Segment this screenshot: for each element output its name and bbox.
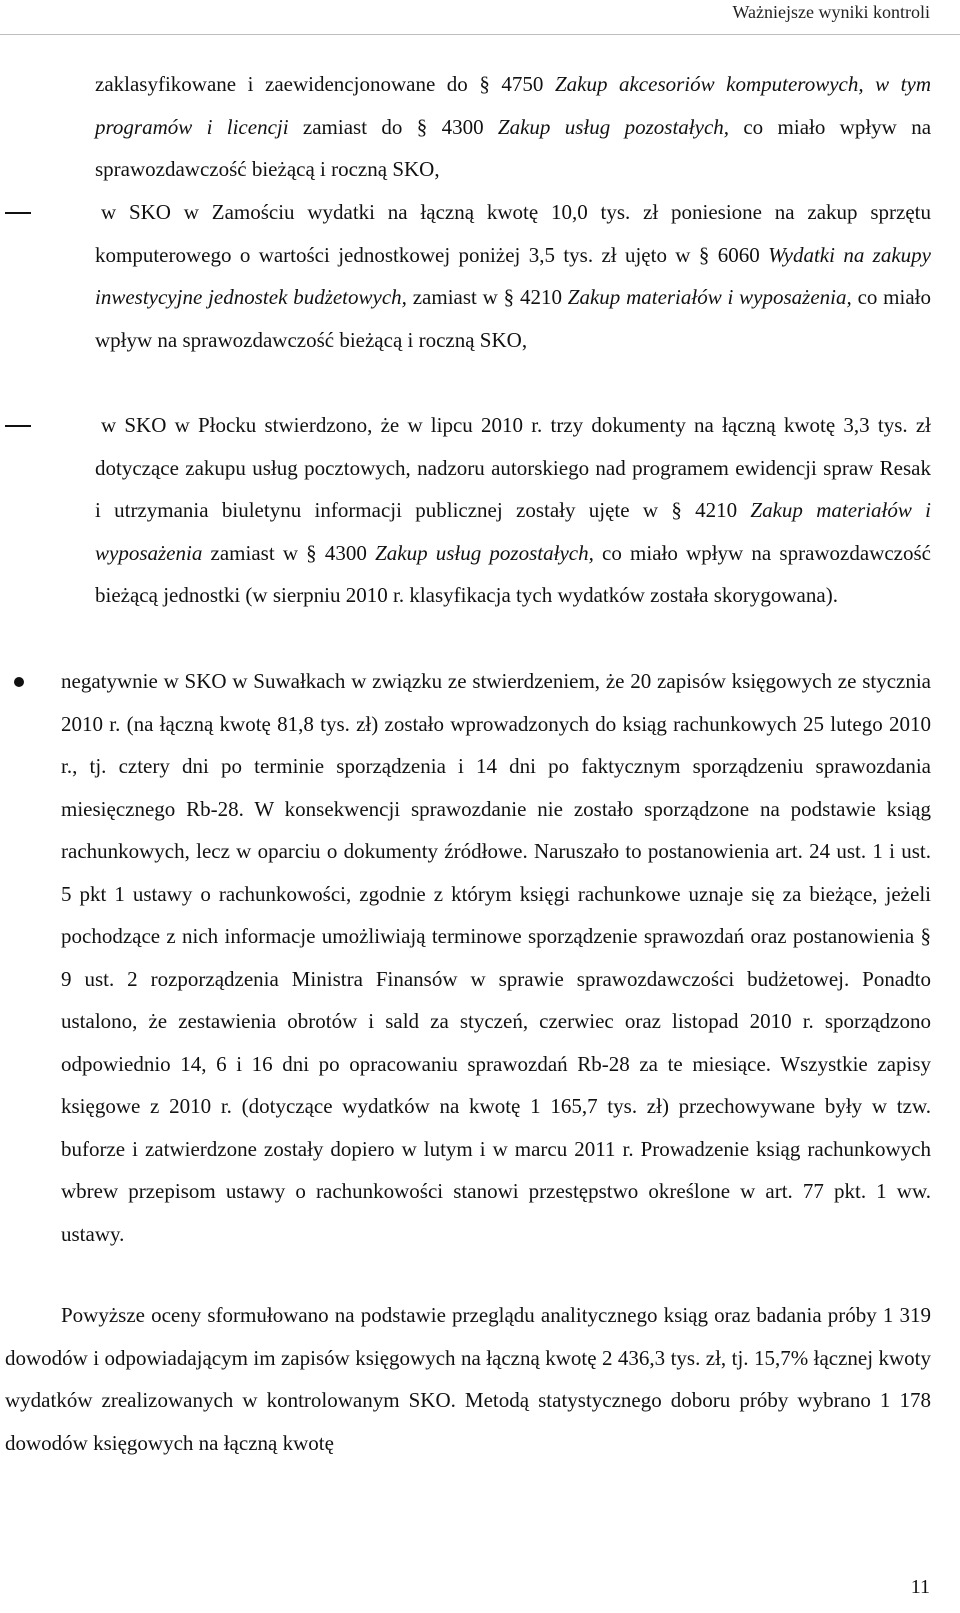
dash-marker [5,425,31,427]
page-number: 11 [910,1576,930,1598]
list-item-suwalki: negatywnie w SKO w Suwałkach w związku ze stwierdzeniem, że 20 zapisów księgowych ze stycznia 2010 r. (na łączną kwotę 81,8 tys. zł) zostało wprowadzonych do ksiąg rachunkowych 25 lutego 2010 r., tj. cztery dni po terminie sporządzenia i 14 dni po faktycznym sporządzeniu sprawozdania miesięcznego Rb-28. W konsekwencji sprawozdanie nie zostało sporządzone na podstawie ksiąg rachunkowych, lecz w oparciu o dokumenty źródłowe. Naruszało to postanowienia art. 24 ust. 1 i ust. 5 pkt 1 ustawy o rachunkowości, zgodnie z którym księgi rachunkowe uznaje się za bieżące, jeżeli pochodzące z nich informacje umożliwiają terminowe sporządzenie sprawozdań oraz postanowienia § 9 ust. 2 rozporządzenia Ministra Finansów w sprawie sprawozdawczości budżetowej. Ponadto ustalono, że zestawienia obrotów i sald za styczeń, czerwiec oraz listopad 2010 r. sporządzono odpowiednio 14, 6 i 16 dni po opracowaniu sprawozdań Rb-28 za te miesiące. Wszystkie zapisy księgowe z 2010 r. (dotyczące wydatków na kwotę 1 165,7 tys. zł) przechowywane były w tzw. buforze i zatwierdzone zostały dopiero w lutym i w marcu 2011 r. Prowadzenie ksiąg rachunkowych wbrew przepisom ustawy o rachunkowości stanowi przestępstwo określone w art. 77 pkt. 1 ww. ustawy. [61,669,931,1246]
paragraph-continuation: zaklasyfikowane i zaewidencjonowane do § 4750 Zakup akcesoriów komputerowych, w tym programów i licencji zamiast do § 4300 Zakup usług pozostałych, co miało wpływ na sprawozdawczość bieżącą i roczną SKO, [95,72,932,181]
paragraph-summary: Powyższe oceny sformułowano na podstawie przeglądu analitycznego ksiąg oraz badania próby 1 319 dowodów i odpowiadającym im zapisów księgowych na łączną kwotę 2 436,3 tys. zł, tj. 15,7% łącznej kwoty wydatków zrealizowanych w kontrolowanym SKO. Metodą statystycznego doboru próby wybrano 1 178 dowodów księgowych na łączną kwotę [5,1303,931,1455]
dash-marker [5,212,31,214]
header-rule [0,34,960,35]
list-item-plock: w SKO w Płocku stwierdzono, że w lipcu 2010 r. trzy dokumenty na łączną kwotę 3,3 tys. zł dotyczące zakupu usług pocztowych, nadzoru autorskiego nad programem ewidencji spraw Resak i utrzymania biuletynu informacji publicznej zostały ujęte w § 4210 Zakup materiałów i wyposażenia zamiast w § 4300 Zakup usług pozostałych, co miało wpływ na sprawozdawczość bieżącą jednostki (w sierpniu 2010 r. klasyfikacja tych wydatków została skorygowana). [95,413,932,607]
bullet-marker [14,677,24,687]
running-header: Ważniejsze wyniki kontroli [732,2,930,22]
list-item-zamosc: w SKO w Zamościu wydatki na łączną kwotę 10,0 tys. zł poniesione na zakup sprzętu komputerowego o wartości jednostkowej poniżej 3,5 tys. zł ujęto w § 6060 Wydatki na zakupy inwestycyjne jednostek budżetowych, zamiast w § 4210 Zakup materiałów i wyposażenia, co miało wpływ na sprawozdawczość bieżącą i roczną SKO, [95,200,932,352]
